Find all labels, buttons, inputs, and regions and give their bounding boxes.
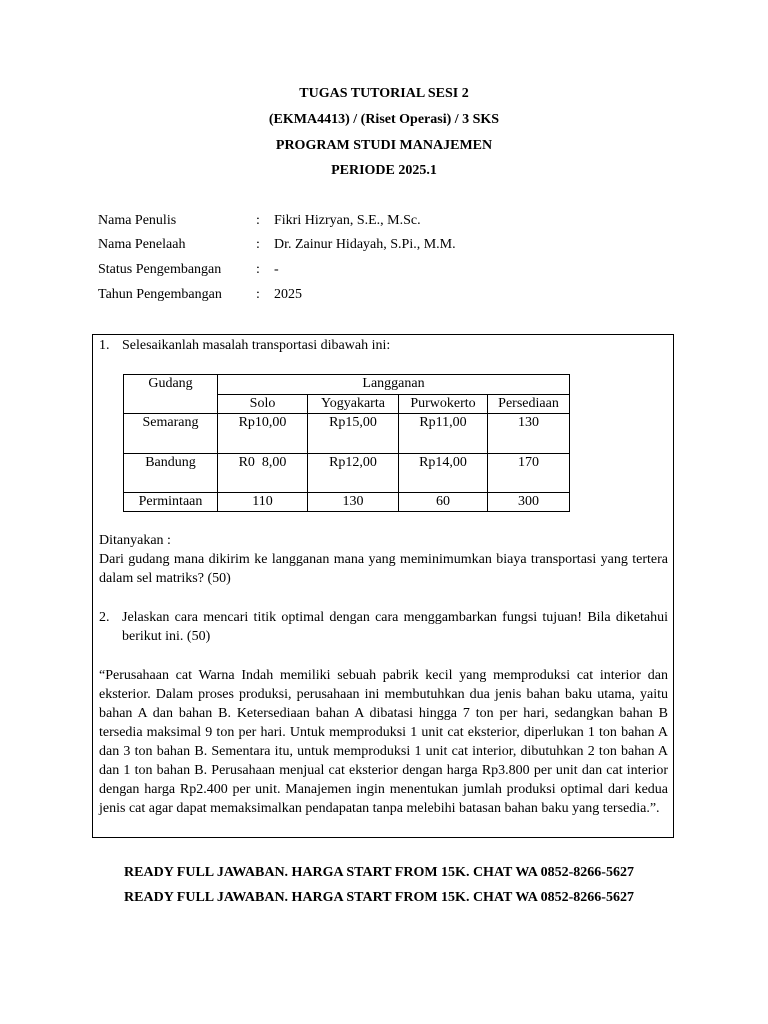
info-label: Nama Penulis: [98, 213, 177, 228]
table-cell: Rp12,00: [308, 454, 399, 493]
q1-number: 1.: [99, 338, 110, 353]
header-line-1: TUGAS TUTORIAL SESI 2: [299, 86, 469, 101]
table-cell: Rp11,00: [399, 414, 488, 454]
table-cell: 170: [488, 454, 570, 493]
info-colon: :: [256, 213, 260, 228]
info-label: Status Pengembangan: [98, 262, 222, 277]
table-column-header: Yogyakarta: [308, 395, 399, 414]
table-cell: 130: [488, 414, 570, 454]
table-row-label: Semarang: [124, 414, 218, 454]
table-cell: Rp15,00: [308, 414, 399, 454]
table-group-header: Langganan: [218, 375, 570, 395]
table-column-header: Purwokerto: [399, 395, 488, 414]
info-label: Tahun Pengembangan: [98, 287, 222, 302]
info-colon: :: [256, 262, 260, 277]
table-row-label: Bandung: [124, 454, 218, 493]
q2-text: Jelaskan cara mencari titik optimal dengan cara menggambarkan fungsi tujuan! Bila diketahui berikut ini. (50): [122, 610, 668, 644]
info-value: Fikri Hizryan, S.E., M.Sc.: [274, 213, 421, 228]
transport-table: [123, 374, 570, 512]
table-corner-header: Gudang: [124, 375, 218, 414]
header-line-2: (EKMA4413) / (Riset Operasi) / 3 SKS: [268, 112, 500, 127]
info-colon: :: [256, 237, 260, 252]
table-row-label: Permintaan: [124, 493, 218, 512]
table-column-header: Solo: [218, 395, 308, 414]
table-cell: 130: [308, 493, 399, 512]
table-row: [124, 454, 570, 493]
info-value: -: [274, 262, 279, 277]
table-cell: 300: [488, 493, 570, 512]
q2-number: 2.: [99, 610, 110, 625]
footer-line-1: READY FULL JAWABAN. HARGA START FROM 15K. CHAT WA 0852-8266-5627: [124, 865, 634, 880]
info-value: Dr. Zainur Hidayah, S.Pi., M.M.: [274, 237, 456, 252]
table-cell: 60: [399, 493, 488, 512]
info-colon: :: [256, 287, 260, 302]
table-cell: Rp10,00: [218, 414, 308, 454]
q1-asked-text: Dari gudang mana dikirim ke langganan mana yang meminimumkan biaya transportasi yang tertera dalam sel matriks? (50): [99, 552, 668, 586]
header-line-3: PROGRAM STUDI MANAJEMEN: [275, 138, 493, 153]
table-cell: 110: [218, 493, 308, 512]
table-cell: Rp14,00: [399, 454, 488, 493]
info-label: Nama Penelaah: [98, 237, 186, 252]
q1-text: Selesaikanlah masalah transportasi dibawah ini:: [122, 338, 391, 353]
table-column-header: Persediaan: [488, 395, 570, 414]
q1-asked-label: Ditanyakan :: [99, 533, 171, 548]
question-box: [92, 334, 674, 838]
header-line-4: PERIODE 2025.1: [331, 163, 437, 178]
footer-line-2: READY FULL JAWABAN. HARGA START FROM 15K. CHAT WA 0852-8266-5627: [124, 890, 634, 905]
info-value: 2025: [274, 287, 302, 302]
q2-case-text: “Perusahaan cat Warna Indah memiliki sebuah pabrik kecil yang memproduksi cat interior dan eksterior. Dalam proses produksi, perusahaan ini membutuhkan dua jenis bahan baku utama, yaitu bahan A dan bahan B. Ketersediaan bahan A dibatasi hingga 7 ton per hari, sedangkan bahan B tersedia maksimal 9 ton per hari. Untuk memproduksi 1 unit cat eksterior, diperlukan 1 ton bahan A dan 3 ton bahan B. Sementara itu, untuk memproduksi 1 unit cat interior, dibutuhkan 2 ton bahan A dan 1 ton bahan B. Perusahaan menjual cat eksterior dengan harga Rp3.800 per unit dan cat interior dengan harga Rp2.400 per unit. Manajemen ingin menentukan jumlah produksi optimal dari kedua jenis cat agar dapat memaksimalkan pendapatan tanpa melebihi batasan bahan baku yang tersedia.”.: [99, 668, 668, 816]
table-row: [124, 414, 570, 454]
table-row: [124, 493, 570, 512]
table-cell: R0 8,00: [218, 454, 308, 493]
